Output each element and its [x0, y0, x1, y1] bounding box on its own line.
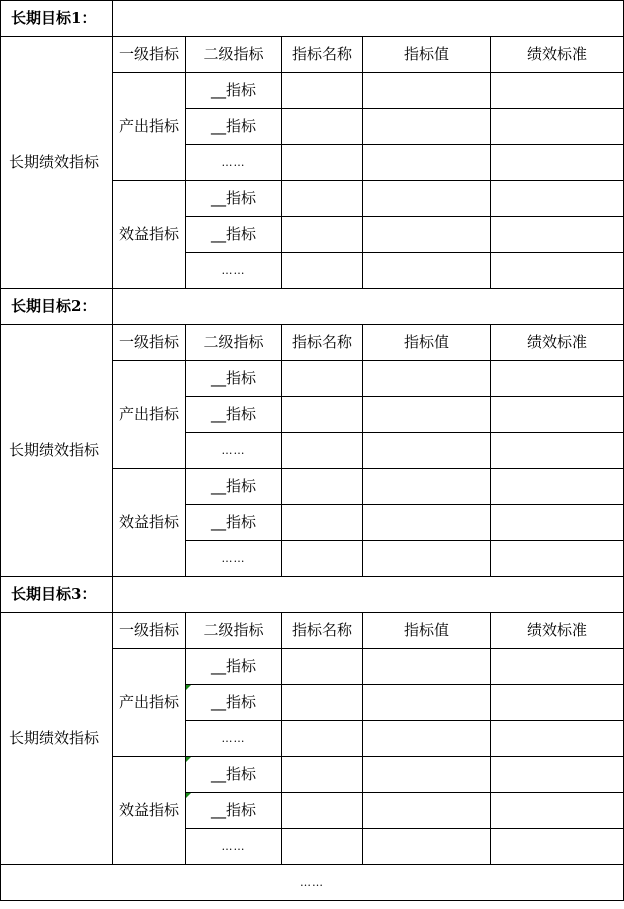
comment-marker-icon: [186, 757, 191, 762]
indicator-value-cell[interactable]: [363, 721, 491, 757]
ellipsis-label: ……: [186, 721, 282, 757]
performance-standard-cell[interactable]: [491, 181, 624, 217]
indicator-value-cell[interactable]: [363, 397, 491, 433]
second-level-label: __指标: [186, 361, 282, 397]
ellipsis-label: ……: [186, 145, 282, 181]
goal-content-cell[interactable]: [113, 577, 624, 613]
perf-indicator-label: 长期绩效指标: [1, 325, 113, 577]
second-level-label: __指标: [186, 505, 282, 541]
header-cell: 指标名称: [282, 613, 363, 649]
goal-row: [1, 1, 624, 37]
indicator-name-cell[interactable]: [282, 469, 363, 505]
indicator-value-cell[interactable]: [363, 217, 491, 253]
performance-standard-cell[interactable]: [491, 685, 624, 721]
second-level-label: __指标: [186, 469, 282, 505]
comment-marker-icon: [186, 793, 191, 798]
indicator-name-cell[interactable]: [282, 541, 363, 577]
footer-row: [1, 865, 624, 901]
header-cell: 指标值: [363, 37, 491, 73]
first-level-label: 产出指标: [113, 649, 186, 757]
indicator-name-cell[interactable]: [282, 181, 363, 217]
indicator-value-cell[interactable]: [363, 757, 491, 793]
header-cell: 指标名称: [282, 325, 363, 361]
performance-standard-cell[interactable]: [491, 505, 624, 541]
footer-ellipsis: ……: [1, 865, 624, 901]
comment-marker-icon: [186, 685, 191, 690]
header-cell: 二级指标: [186, 37, 282, 73]
indicator-value-cell[interactable]: [363, 433, 491, 469]
goal-row: [1, 577, 624, 613]
indicator-value-cell[interactable]: [363, 181, 491, 217]
header-cell: 绩效标准: [491, 37, 624, 73]
header-row: [1, 37, 624, 73]
performance-standard-cell[interactable]: [491, 721, 624, 757]
first-level-label: 效益指标: [113, 757, 186, 865]
second-level-cell-with-note: [186, 757, 282, 793]
second-level-cell-with-note: [186, 685, 282, 721]
indicator-name-cell[interactable]: [282, 793, 363, 829]
indicator-value-cell[interactable]: [363, 469, 491, 505]
indicator-name-cell[interactable]: [282, 145, 363, 181]
performance-standard-cell[interactable]: [491, 757, 624, 793]
first-level-label: 效益指标: [113, 469, 186, 577]
indicator-name-cell[interactable]: [282, 361, 363, 397]
ellipsis-label: ……: [186, 253, 282, 289]
header-cell: 绩效标准: [491, 613, 624, 649]
indicator-value-cell[interactable]: [363, 145, 491, 181]
performance-standard-cell[interactable]: [491, 145, 624, 181]
perf-indicator-label: 长期绩效指标: [1, 613, 113, 865]
indicator-value-cell[interactable]: [363, 109, 491, 145]
performance-standard-cell[interactable]: [491, 541, 624, 577]
first-level-label: 效益指标: [113, 181, 186, 289]
goal-label: 长期目标1：: [1, 1, 113, 37]
indicator-name-cell[interactable]: [282, 73, 363, 109]
ellipsis-label: ……: [186, 829, 282, 865]
goal-content-cell[interactable]: [113, 289, 624, 325]
header-cell: 指标名称: [282, 37, 363, 73]
perf-indicator-label: 长期绩效指标: [1, 37, 113, 289]
header-cell: 指标值: [363, 325, 491, 361]
header-cell: 二级指标: [186, 613, 282, 649]
performance-standard-cell[interactable]: [491, 253, 624, 289]
second-level-label: __指标: [210, 765, 256, 783]
performance-standard-cell[interactable]: [491, 73, 624, 109]
second-level-cell-with-note: [186, 793, 282, 829]
first-level-label: 产出指标: [113, 73, 186, 181]
ellipsis-label: ……: [186, 541, 282, 577]
performance-standard-cell[interactable]: [491, 361, 624, 397]
second-level-label: __指标: [186, 73, 282, 109]
performance-standard-cell[interactable]: [491, 649, 624, 685]
header-cell: 一级指标: [113, 325, 186, 361]
performance-standard-cell[interactable]: [491, 433, 624, 469]
performance-standard-cell[interactable]: [491, 217, 624, 253]
performance-standard-cell[interactable]: [491, 829, 624, 865]
second-level-label: __指标: [186, 109, 282, 145]
goal-label: 长期目标2：: [1, 289, 113, 325]
header-cell: 二级指标: [186, 325, 282, 361]
indicator-name-cell[interactable]: [282, 649, 363, 685]
second-level-label: __指标: [186, 217, 282, 253]
header-cell: 指标值: [363, 613, 491, 649]
indicator-name-cell[interactable]: [282, 253, 363, 289]
performance-standard-cell[interactable]: [491, 793, 624, 829]
indicator-name-cell[interactable]: [282, 109, 363, 145]
indicator-value-cell[interactable]: [363, 73, 491, 109]
indicator-name-cell[interactable]: [282, 685, 363, 721]
indicator-value-cell[interactable]: [363, 361, 491, 397]
header-row: [1, 613, 624, 649]
performance-standard-cell[interactable]: [491, 397, 624, 433]
indicator-value-cell[interactable]: [363, 793, 491, 829]
goal-row: [1, 289, 624, 325]
indicator-name-cell[interactable]: [282, 217, 363, 253]
second-level-label: __指标: [186, 649, 282, 685]
indicator-name-cell[interactable]: [282, 397, 363, 433]
header-cell: 绩效标准: [491, 325, 624, 361]
indicator-name-cell[interactable]: [282, 721, 363, 757]
ellipsis-label: ……: [186, 433, 282, 469]
second-level-label: __指标: [186, 181, 282, 217]
second-level-label: __指标: [210, 693, 256, 711]
goal-content-cell[interactable]: [113, 1, 624, 37]
indicator-value-cell[interactable]: [363, 253, 491, 289]
indicator-value-cell[interactable]: [363, 541, 491, 577]
indicator-name-cell[interactable]: [282, 433, 363, 469]
performance-standard-cell[interactable]: [491, 469, 624, 505]
header-cell: 一级指标: [113, 37, 186, 73]
indicator-value-cell[interactable]: [363, 505, 491, 541]
second-level-label: __指标: [210, 801, 256, 819]
header-row: [1, 325, 624, 361]
indicator-name-cell[interactable]: [282, 505, 363, 541]
indicator-name-cell[interactable]: [282, 757, 363, 793]
indicator-value-cell[interactable]: [363, 685, 491, 721]
indicator-value-cell[interactable]: [363, 829, 491, 865]
second-level-label: __指标: [186, 397, 282, 433]
indicator-value-cell[interactable]: [363, 649, 491, 685]
header-cell: 一级指标: [113, 613, 186, 649]
first-level-label: 产出指标: [113, 361, 186, 469]
performance-standard-cell[interactable]: [491, 109, 624, 145]
indicator-name-cell[interactable]: [282, 829, 363, 865]
goal-label: 长期目标3：: [1, 577, 113, 613]
